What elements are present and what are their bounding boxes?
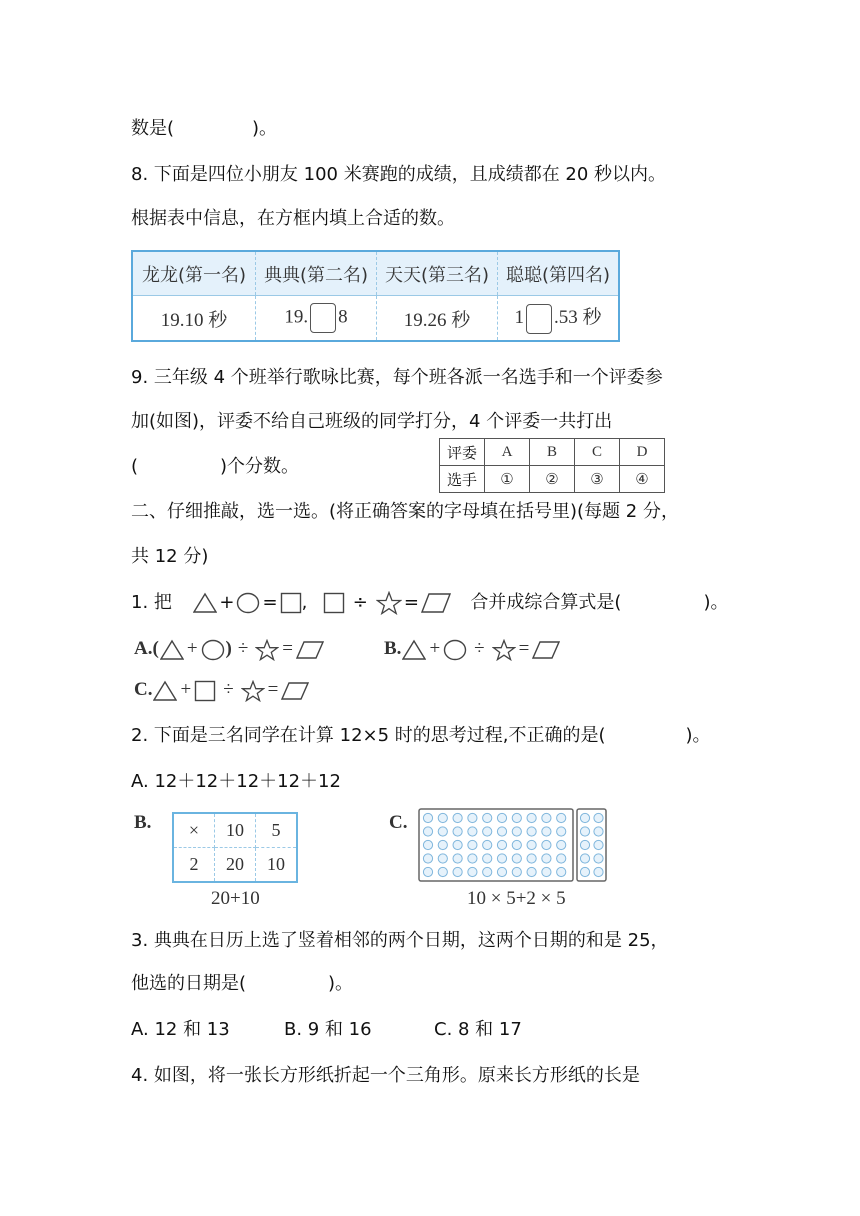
s1-option-b [384,636,561,662]
dot [423,827,432,836]
text: )。 [685,725,711,746]
square-icon [323,592,345,614]
dot [594,854,603,863]
dot [557,827,566,836]
row-label-players: 选手 [440,466,485,493]
s4-line1: 4. 如图，将一张长方形纸折起一个三角形。原来长方形纸的长是 [131,1065,640,1086]
option-label: B. [384,638,402,659]
time-part: .53 秒 [553,307,602,329]
dot [542,854,551,863]
dot [497,827,506,836]
option-label: A. [134,638,153,659]
grid-cell: 10 [215,813,256,848]
judge-cell: D [620,439,665,466]
dot [512,840,521,849]
time-part: 19. [284,306,309,328]
equals-sign: = [403,592,419,613]
dot [423,813,432,822]
answer-box[interactable] [526,304,552,334]
q9-line2: 加(如图)，评委不给自己班级的同学打分，4 个评委一共打出 [131,411,613,432]
divide-sign: ÷ [474,638,485,659]
grid-cell: 5 [256,813,298,848]
dot [497,867,506,876]
dot [438,813,447,822]
dot [557,840,566,849]
dot [594,867,603,876]
text: ( [131,456,139,477]
dot [512,854,521,863]
grid-cell: 10 [267,854,285,874]
parallelogram-icon [296,640,324,660]
header-tiantian: 天天(第三名) [377,251,498,296]
time-congcong [498,296,620,342]
dot [468,840,477,849]
circle-icon [236,592,260,614]
header-diandian: 典典(第二名) [256,251,377,296]
dot [594,827,603,836]
prev-question-tail [131,117,277,141]
dot [438,840,447,849]
dot [468,813,477,822]
row-label-judges: 评委 [440,439,485,466]
judge-cell: A [485,439,530,466]
star-icon [376,591,402,615]
time-diandian [256,296,377,342]
multiplication-grid-table [172,812,298,883]
equals-sign: = [267,679,279,700]
dot [497,813,506,822]
s1-question [131,589,728,617]
star-icon [241,680,265,702]
dot [527,813,536,822]
s2-option-b-caption: 20+10 [211,888,260,909]
plus-sign: + [186,638,198,659]
dot [483,813,492,822]
triangle-icon [402,639,426,661]
s2-option-a: A. 12＋12＋12＋12＋12 [131,771,341,792]
plus-sign: + [180,679,192,700]
dot [438,854,447,863]
dot [542,867,551,876]
star-icon [492,639,516,661]
section2-heading-line2: 共 12 分) [131,546,209,567]
player-cell: ③ [575,466,620,493]
text: )。 [252,118,278,139]
dot [542,840,551,849]
s3-option-c: C. 8 和 17 [434,1019,522,1040]
divide-sign: ÷ [237,638,249,659]
triangle-icon [160,639,184,661]
dot [438,827,447,836]
dot [580,840,589,849]
s2-option-b-label: B. [134,812,152,833]
triangle-icon [153,680,177,702]
dot [557,813,566,822]
player-cell: ① [485,466,530,493]
text: 2. 下面是三名同学在计算 12×5 时的思考过程,不正确的是( [131,725,606,746]
plus-sign: + [429,638,441,659]
dot [483,840,492,849]
time-part: 1 [514,307,524,329]
parallelogram-icon [281,681,309,701]
header-congcong: 聪聪(第四名) [498,251,620,296]
dot [594,813,603,822]
judge-table [439,438,665,493]
circle-icon [443,639,467,661]
parallelogram-icon [421,592,451,614]
dot [512,867,521,876]
dot [423,840,432,849]
dot [468,867,477,876]
judge-cell: C [575,439,620,466]
dot [580,813,589,822]
s3-option-b: B. 9 和 16 [284,1019,372,1040]
dot [527,867,536,876]
dot [557,867,566,876]
triangle-icon [193,592,217,614]
time-tiantian: 19.26 秒 [377,296,498,342]
divide-sign: ÷ [352,592,368,613]
grid-cell: 2 [173,848,215,883]
player-cell: ④ [620,466,665,493]
option-label: C. [134,679,153,700]
s2-option-c-label: C. [389,812,408,833]
square-icon [280,592,302,614]
equals-sign: = [282,638,294,659]
race-results-table [131,250,620,342]
q8-line2: 根据表中信息，在方框内填上合适的数。 [131,208,455,229]
paren: ( [152,638,159,659]
dot-array-figure [418,808,608,882]
equals-sign: = [518,638,530,659]
time-longlong: 19.10 秒 [160,309,228,331]
plus-sign: + [219,592,235,613]
circle-icon [201,639,225,661]
text: 合并成综合算式是( [470,592,622,613]
q9-line3 [131,455,299,479]
dot [512,813,521,822]
dot [453,813,462,822]
s2-question [131,724,711,748]
parallelogram-icon [532,640,560,660]
dot [468,854,477,863]
s3-option-a: A. 12 和 13 [131,1019,230,1040]
time-part: 8 [338,306,348,328]
grid-cell: × [173,813,215,848]
s2-option-c-caption: 10 × 5+2 × 5 [467,888,566,909]
s3-line1: 3. 典典在日历上选了竖着相邻的两个日期，这两个日期的和是 25， [131,930,669,951]
s1-option-c [134,677,310,703]
dot [483,854,492,863]
dot [542,827,551,836]
section2-heading-line1: 二、仔细推敲，选一选。(将正确答案的字母填在括号里)(每题 2 分， [131,501,679,522]
dot [527,854,536,863]
dot [453,854,462,863]
dot [497,854,506,863]
dot [453,827,462,836]
dot [423,854,432,863]
dot [580,827,589,836]
dot [527,827,536,836]
text: )。 [328,973,354,994]
answer-box[interactable] [310,303,336,333]
dot [512,827,521,836]
dot [594,840,603,849]
dot [453,840,462,849]
dot [483,867,492,876]
dot [468,827,477,836]
player-cell: ② [530,466,575,493]
text: 他选的日期是( [131,973,247,994]
dot [423,867,432,876]
dot [527,840,536,849]
dot [483,827,492,836]
dot [557,854,566,863]
paren: ) [225,638,232,659]
grid-cell: 20 [215,848,256,883]
s1-option-a [134,636,325,662]
dot [580,867,589,876]
equals-sign: = [262,592,278,613]
judge-cell: B [530,439,575,466]
text: 1. 把 [131,592,172,613]
q9-line1: 9. 三年级 4 个班举行歌咏比赛，每个班各派一名选手和一个评委参 [131,367,663,388]
dot [542,813,551,822]
dot [497,840,506,849]
s3-line2 [131,972,353,996]
text: )个分数。 [220,456,300,477]
comma: , [301,592,308,613]
dot [580,854,589,863]
text: )。 [703,592,729,613]
square-icon [194,680,216,702]
star-icon [255,639,279,661]
dot [438,867,447,876]
divide-sign: ÷ [223,679,234,700]
text: 数是( [131,118,175,139]
header-longlong: 龙龙(第一名) [132,251,256,296]
q8-line1: 8. 下面是四位小朋友 100 米赛跑的成绩，且成绩都在 20 秒以内。 [131,164,667,185]
dot [453,867,462,876]
